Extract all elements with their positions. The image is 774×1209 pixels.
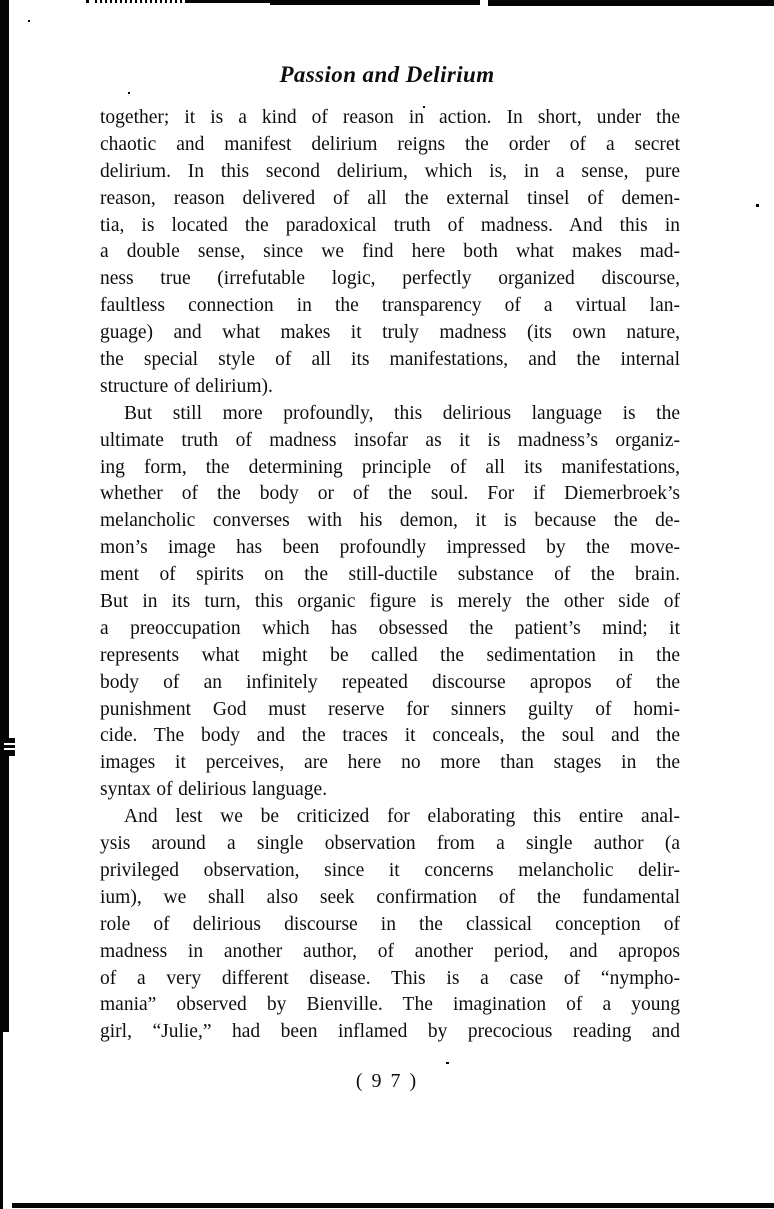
text-line: body of an infinitely repeated discourse apropos of the xyxy=(100,671,680,693)
scan-speck xyxy=(28,20,30,22)
scan-edge-left-thin xyxy=(0,1032,3,1209)
text-line: structure of delirium). xyxy=(100,375,273,397)
scan-speck xyxy=(756,204,759,207)
text-line: chaotic and manifest delirium reigns the order of a secret xyxy=(100,133,680,155)
text-line: the special style of all its manifestations, and the internal xyxy=(100,349,680,371)
text-line: faultless connection in the transparency of a virtual lan- xyxy=(100,295,680,317)
text-line: mon’s image has been profoundly impressed by the move- xyxy=(100,537,680,559)
text-line: And lest we be criticized for elaborating this entire anal- xyxy=(124,806,680,828)
text-line: a double sense, since we find here both what makes mad- xyxy=(100,241,680,263)
text-line: madness in another author, of another period, and apropos xyxy=(100,940,680,962)
text-line: privileged observation, since it concerns melancholic delir- xyxy=(100,859,680,881)
text-line: mania” observed by Bienville. The imagination of a young xyxy=(100,994,680,1016)
scan-edge-left-bump-stripe xyxy=(4,748,15,750)
scan-edge-top-dot xyxy=(86,0,89,3)
text-line: a preoccupation which has obsessed the patient’s mind; it xyxy=(100,617,680,639)
text-line: guage) and what makes it truly madness (its own nature, xyxy=(100,322,680,344)
text-line: images it perceives, are here no more than stages in the xyxy=(100,752,680,774)
scan-edge-left-bar xyxy=(0,0,9,1032)
text-line: cide. The body and the traces it conceals, the soul and the xyxy=(100,725,680,747)
text-line: ing form, the determining principle of all its manifestations, xyxy=(100,456,680,478)
text-line: together; it is a kind of reason in action. In short, under the xyxy=(100,107,680,128)
text-line: syntax of delirious language. xyxy=(100,779,328,801)
scan-edge-top-rule-thin xyxy=(185,0,271,3)
scan-edge-left-bump-stripe xyxy=(4,743,15,745)
text-line: But in its turn, this organic figure is merely the other side of xyxy=(100,591,680,613)
scan-speck xyxy=(128,92,130,94)
text-line: represents what might be called the sedimentation in the xyxy=(100,644,680,666)
page-number: ( 9 7 ) xyxy=(355,1070,419,1092)
scan-edge-top-rule-right xyxy=(488,0,774,6)
text-line: melancholic converses with his demon, it is because the de- xyxy=(100,510,680,532)
scan-edge-bottom-rule xyxy=(12,1203,774,1208)
text-line: reason, reason delivered of all the external tinsel of demen- xyxy=(100,187,680,209)
text-line: ultimate truth of madness insofar as it is madness’s organiz- xyxy=(100,429,680,451)
text-line: ysis around a single observation from a single author (a xyxy=(100,833,680,855)
text-line: girl, “Julie,” had been inflamed by precocious reading and xyxy=(100,1021,680,1043)
scan-edge-left-bump xyxy=(0,738,15,756)
text-line: whether of the body or of the soul. For if Diemerbroek’s xyxy=(100,483,680,505)
body-text xyxy=(100,105,680,1046)
text-line: of a very different disease. This is a case of “nympho- xyxy=(100,967,680,989)
scan-edge-top-rule-thick xyxy=(270,0,480,5)
running-head-title: Passion and Delirium xyxy=(279,62,495,87)
text-line: punishment God must reserve for sinners guilty of homi- xyxy=(100,698,680,720)
text-line: But still more profoundly, this delirious language is the xyxy=(124,402,680,424)
text-line: ness true (irrefutable logic, perfectly organized discourse, xyxy=(100,268,680,290)
text-line: ment of spirits on the still-ductile substance of the brain. xyxy=(100,564,680,586)
text-line: tia, is located the paradoxical truth of madness. And this in xyxy=(100,214,680,236)
scan-speck xyxy=(446,1062,449,1064)
scan-edge-top-dotted-rule xyxy=(95,0,185,3)
text-line: delirium. In this second delirium, which is, in a sense, pure xyxy=(100,160,680,182)
text-line: role of delirious discourse in the classical conception of xyxy=(100,913,680,935)
text-line: ium), we shall also seek confirmation of the fundamental xyxy=(100,886,680,908)
